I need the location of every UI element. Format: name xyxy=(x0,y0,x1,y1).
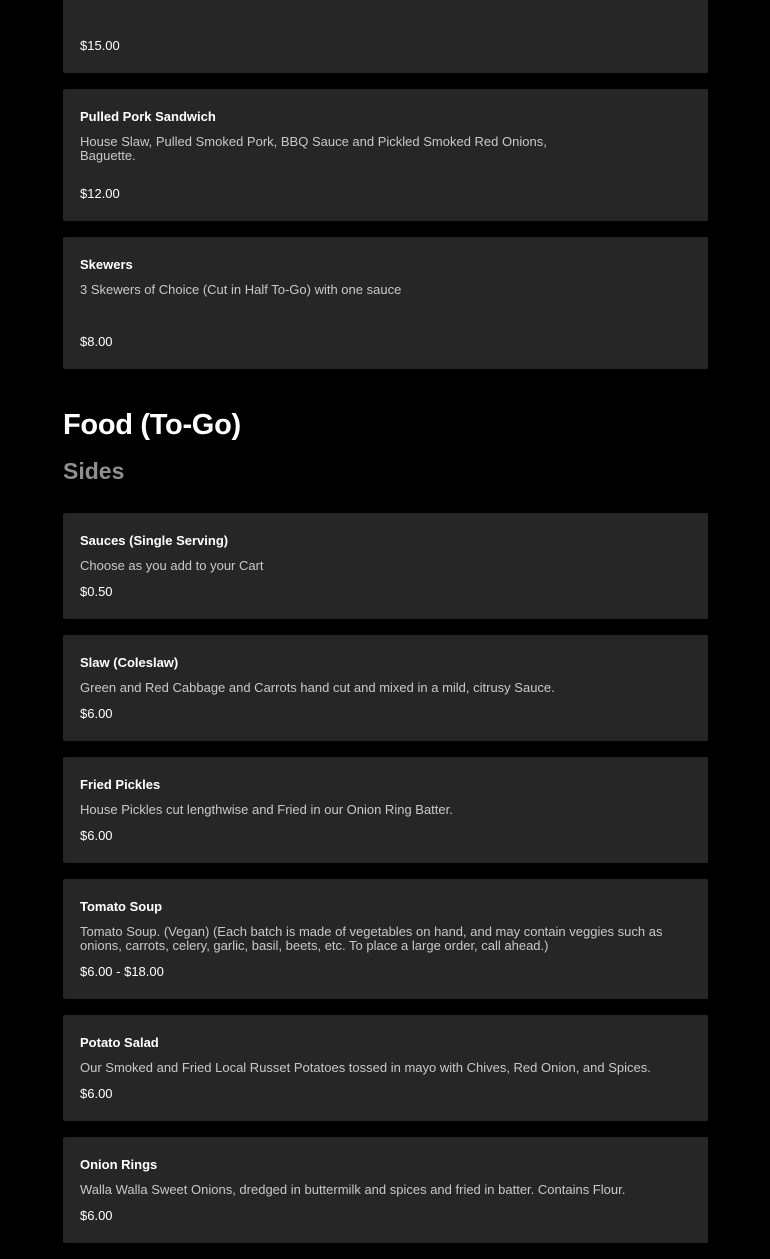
menu-item-card[interactable] xyxy=(63,1015,708,1121)
menu-item-price: $8.00 xyxy=(80,334,113,349)
menu-item-card[interactable] xyxy=(63,0,708,73)
menu-item-price: $12.00 xyxy=(80,186,120,201)
menu-item-card[interactable] xyxy=(63,757,708,863)
menu-item-name: Sauces (Single Serving) xyxy=(80,533,229,548)
menu-item-price: $6.00 xyxy=(80,1086,113,1101)
menu-item-name: Fried Pickles xyxy=(80,777,161,792)
menu-item-description: Choose as you add to your Cart xyxy=(80,558,264,573)
menu-item-name: Skewers xyxy=(80,257,133,272)
menu-item-name: Slaw (Coleslaw) xyxy=(80,655,179,670)
menu-item-price: $15.00 xyxy=(80,38,120,53)
menu-item-description: Our Smoked and Fried Local Russet Potatoes tossed in mayo with Chives, Red Onion, and Spices. xyxy=(80,1060,651,1075)
menu-item-card[interactable] xyxy=(63,879,708,999)
menu-item-price: $6.00 - $18.00 xyxy=(80,964,164,979)
menu-item-price: $0.50 xyxy=(80,584,113,599)
menu-item-description: Green and Red Cabbage and Carrots hand cut and mixed in a mild, citrusy Sauce. xyxy=(80,680,555,695)
menu-item-card[interactable] xyxy=(63,1137,708,1243)
menu-item-card[interactable] xyxy=(63,513,708,619)
menu-item-description: Tomato Soup. (Vegan) (Each batch is made of vegetables on hand, and may contain veggies such as onions, carrots, celery, garlic, basil, beets, etc. To place a large order, call ahead.) xyxy=(80,924,663,953)
menu-item-description: Walla Walla Sweet Onions, dredged in buttermilk and spices and fried in batter. Contains Flour. xyxy=(80,1182,626,1197)
menu-item-price: $6.00 xyxy=(80,706,113,721)
menu-item-description: House Slaw, Pulled Smoked Pork, BBQ Sauce and Pickled Smoked Red Onions, Baguette. xyxy=(80,134,547,163)
section-subtitle: Sides xyxy=(63,458,125,484)
menu-item-description: House Pickles cut lengthwise and Fried in our Onion Ring Batter. xyxy=(80,802,453,817)
menu-item-price: $6.00 xyxy=(80,828,113,843)
menu-item-name: Tomato Soup xyxy=(80,899,163,914)
menu-item-name: Potato Salad xyxy=(80,1035,159,1050)
menu-item-name: Pulled Pork Sandwich xyxy=(80,109,216,124)
menu-item-card[interactable] xyxy=(63,635,708,741)
menu-item-card[interactable] xyxy=(63,237,708,369)
menu-item-description: 3 Skewers of Choice (Cut in Half To-Go) with one sauce xyxy=(80,282,402,297)
menu-item-price: $6.00 xyxy=(80,1208,113,1223)
menu-item-name: Onion Rings xyxy=(80,1157,158,1172)
menu-item-card[interactable] xyxy=(63,89,708,221)
section-title: Food (To-Go) xyxy=(63,409,241,441)
